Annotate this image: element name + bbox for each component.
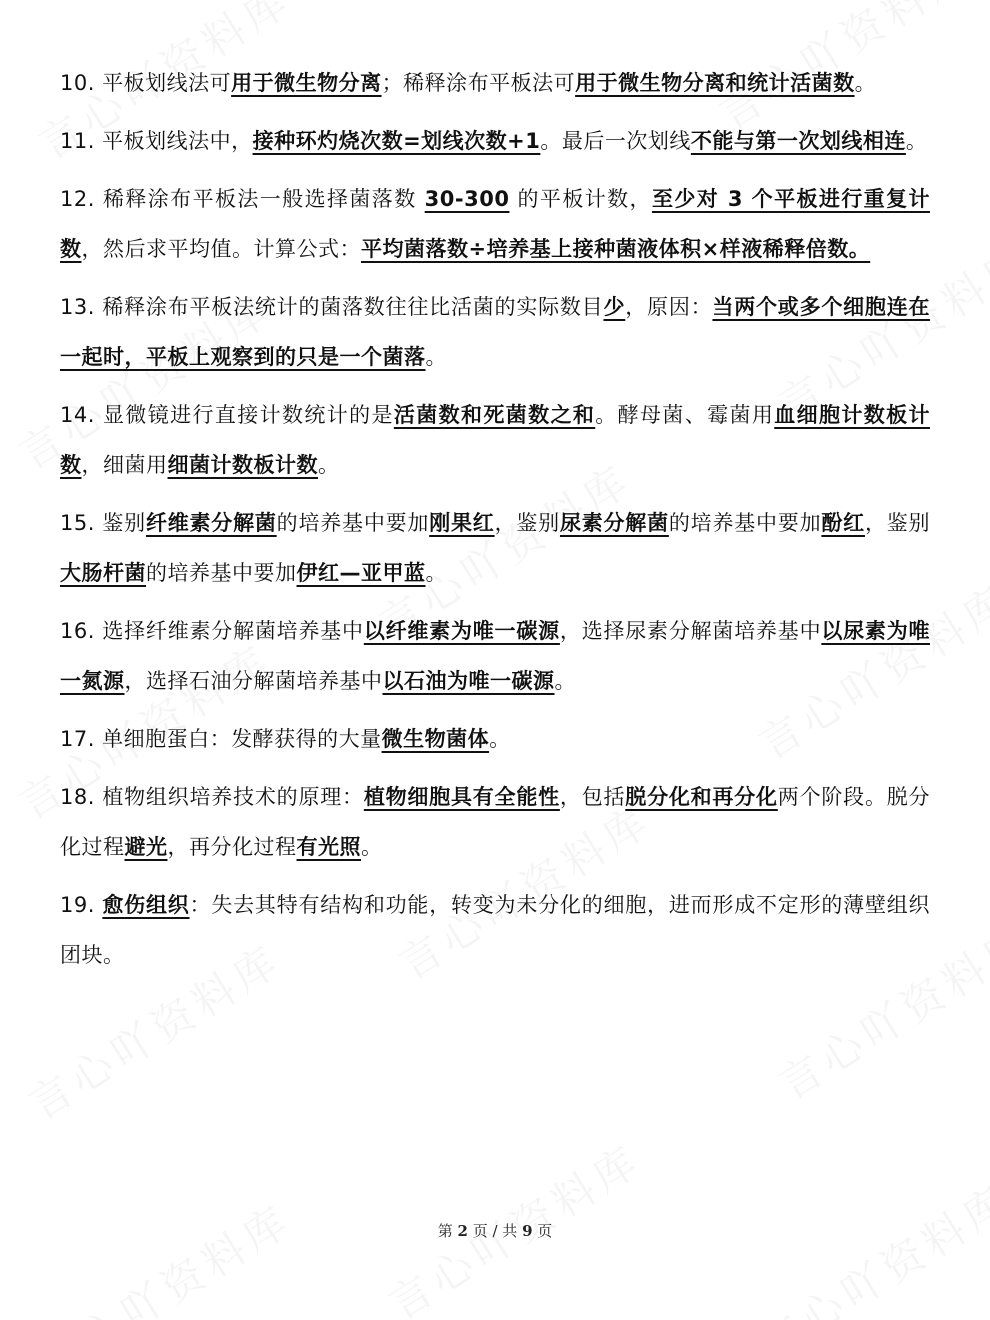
key-term: 接种环灼烧次数=划线次数+1 [252,129,541,153]
list-item [60,282,930,382]
watermark [746,1168,990,1320]
key-term: 细菌计数板计数 [167,453,318,477]
body-text: ：失去其特有结构和功能，转变为未分化的细胞，进而形成不定形的薄壁组织团块。 [60,893,931,967]
body-text: 。 [425,345,447,369]
body-text: 。 [318,453,340,477]
key-term: 刚果红 [429,511,495,535]
document-body [60,58,930,988]
key-term: 微生物菌体 [381,727,490,751]
list-item [60,390,930,490]
body-text: 的平板计数， [509,187,652,211]
body-text: 13. 稀释涂布平板法统计的菌落数往往比活菌的实际数目 [60,295,604,319]
list-item [60,772,930,872]
key-term: 当两个或多个细胞连在一起时，平板上观察到的只是一个菌落 [60,295,931,369]
body-text: 。 [554,669,576,693]
body-text: 15. 鉴别 [60,511,146,535]
body-text: ，然后求平均值。计算公式： [81,237,361,261]
footer-mid: 页 / 共 [467,1222,523,1240]
body-text: 10. 平板划线法可 [60,71,232,95]
watermark [26,1188,302,1320]
body-text: 的培养基中要加 [146,561,297,585]
key-term: 纤维素分解菌 [145,511,277,535]
footer-suffix: 页 [532,1222,553,1240]
key-term: 不能与第一次划线相连 [690,129,906,153]
body-text: ，鉴别 [494,511,560,535]
footer-prefix: 第 [437,1222,458,1240]
key-term: 至少对 3 个平板进行重复计数 [60,187,930,261]
body-text: ，包括 [559,785,626,809]
key-term: 30-300 [424,187,510,211]
key-term: 避光 [124,835,168,859]
key-term: 用于微生物分离和统计活菌数 [575,71,855,95]
list-item [60,174,930,274]
key-term: 大肠杆菌 [60,561,146,585]
page-footer [0,1220,990,1241]
body-text: ，再分化过程 [167,835,297,859]
body-text: ；稀释涂布平板法可 [381,71,576,95]
key-term: 以石油为唯一碳源 [382,669,555,693]
list-item [60,116,930,166]
body-text: 。 [905,129,928,153]
list-item [60,714,930,764]
key-term: 伊红—亚甲蓝 [296,561,426,585]
body-text: 。 [854,71,877,95]
key-term: 血细胞计数板计数 [60,403,931,477]
key-term: 脱分化和再分化 [625,785,778,809]
body-text: ，选择石油分解菌培养基中 [124,669,383,693]
key-term: 植物细胞具有全能性 [363,785,560,809]
body-text: 19. [60,893,103,917]
body-text: 的培养基中要加 [276,511,430,535]
key-term: 少 [603,295,626,319]
body-text: 。 [361,835,383,859]
key-term: 尿素分解菌 [559,511,669,535]
body-text: 。 [425,561,447,585]
key-term: 愈伤组织 [102,893,190,917]
body-text: 的培养基中要加 [668,511,822,535]
key-term: 以尿素为唯一氮源 [60,619,931,693]
list-item [60,58,930,108]
body-text: ，鉴别 [864,511,931,535]
key-term: 用于微生物分离 [231,71,382,95]
footer-page-number: 2 [457,1222,468,1240]
body-text: 14. 显微镜进行直接计数统计的是 [60,403,394,427]
body-text: 两个阶段。脱分化过程 [60,785,931,859]
body-text: 。酵母菌、霉菌用 [595,403,775,427]
key-term: 平均菌落数÷培养基上接种菌液体积×样液稀释倍数。 [361,237,871,261]
key-term: 以纤维素为唯一碳源 [363,619,560,643]
list-item [60,498,930,598]
body-text: 17. 单细胞蛋白：发酵获得的大量 [60,727,382,751]
body-text: 11. 平板划线法中， [60,129,253,153]
body-text: 。 [489,727,511,751]
key-term: 活菌数和死菌数之和 [393,403,596,427]
body-text: 12. 稀释涂布平板法一般选择菌落数 [60,187,425,211]
list-item [60,880,930,980]
body-text: ，选择尿素分解菌培养基中 [559,619,822,643]
body-text: 18. 植物组织培养技术的原理： [60,785,364,809]
body-text: ，细菌用 [81,453,168,477]
key-term: 酚红 [821,511,865,535]
list-item [60,606,930,706]
body-text: 。最后一次划线 [540,129,691,153]
body-text: 16. 选择纤维素分解菌培养基中 [60,619,364,643]
key-term: 有光照 [296,835,361,859]
footer-total-pages: 9 [522,1222,533,1240]
body-text: ，原因： [625,295,713,319]
